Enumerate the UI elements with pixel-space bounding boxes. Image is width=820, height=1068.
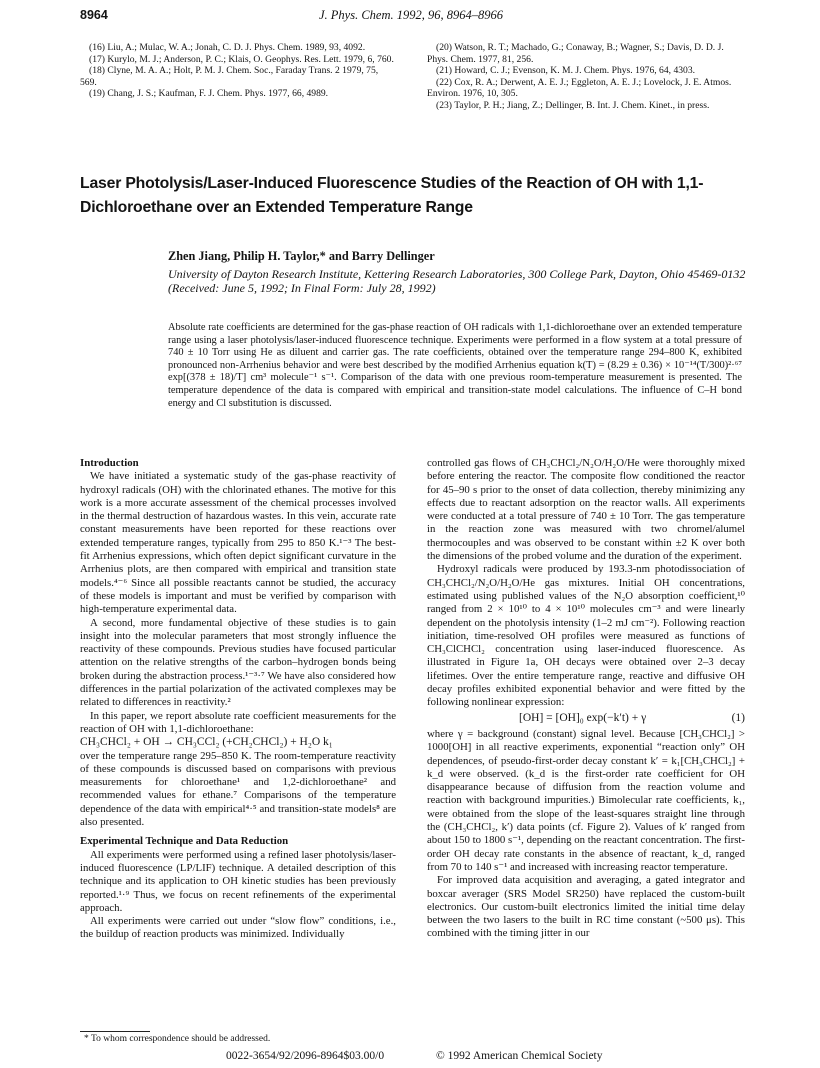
equation-body: [OH] = [OH]₀ exp(−k′t) + γ (519, 711, 647, 724)
running-head: J. Phys. Chem. 1992, 96, 8964–8966 (318, 8, 503, 22)
paragraph: over the temperature range 295–850 K. The room-temperature reactivity of these compounds is discussed based on comparisons with previous measurements for chloroethane¹ and 1,2-dichloroethane² and recommended values for ethane.⁷ Comparisons of the temperature dependence of the data with empirical⁴·⁵ and transition-state models⁸ are also presented. (80, 749, 396, 829)
references-right (427, 42, 743, 111)
paragraph: controlled gas flows of CH₃CHCl₂/N₂O/H₂O/He were thoroughly mixed before entering the reactor. The composite flow conditioned the reactor for 45–90 s prior to the onset of data collection, thereby minimizing any effects due to reactant adsorption on the reactor walls. All experiments were conducted at a total pressure of 740 ± 10 Torr. The gas temperature in the reaction zone was measured with two chromel/alumel thermocouples and was observed to be constant within ±2 K over both the dimensions of the probed volume and the duration of the experiment. (427, 457, 745, 563)
reference-item: (21) Howard, C. J.; Evenson, K. M. J. Chem. Phys. 1976, 64, 4303. (436, 65, 696, 76)
equation-1 (427, 712, 745, 725)
page-header (80, 8, 742, 26)
reference-item: (16) Liu, A.; Mulac, W. A.; Jonah, C. D. J. Phys. Chem. 1989, 93, 4092. (89, 42, 366, 53)
equation-number: (1) (731, 711, 745, 724)
footer-copyright: © 1992 American Chemical Society (436, 1050, 603, 1062)
affiliation: University of Dayton Research Institute, Kettering Research Laboratories, 300 College Park, Dayton, Ohio 45469-0132 (Received: June 5, 1992; In Final Form: July 28, 1992) (168, 267, 746, 295)
reference-item: (17) Kurylo, M. J.; Anderson, P. C.; Klais, O. Geophys. Res. Lett. 1979, 6, 760. (89, 53, 394, 65)
reference-item: (19) Chang, J. S.; Kaufman, F. J. Chem. Phys. 1977, 66, 4989. (89, 88, 329, 99)
left-column (80, 457, 396, 942)
paragraph: All experiments were carried out under “slow flow” conditions, i.e., the buildup of reaction products was minimized. Individually (80, 915, 396, 941)
paragraph: where γ = background (constant) signal level. Because [CH₃CHCl₂] > 1000[OH] in all reactive experiments, exponential “reaction only” OH dependences, of pseudo-first-order decay constant k′ = k₁[CH₃CHCl₂] + k_d were observed. (k_d is the first-order rate coefficient for OH disappearance because of diffusion from the reaction volume and reaction with background impurities.) Bimolecular rate coefficients, k₁, were obtained from the slope of the least-squares straight line through the (CH₃CHCl₂, k′) data points (cf. Figure 2). Values of k′ ranged from about 150 to 1800 s⁻¹, depending on the reactant concentration. The first-order OH decay rate constants in the absence of reactant, k_d, ranged from 70 to 140 s⁻¹ and increased with increasing reactor temperature. (427, 727, 745, 873)
footer-code: 0022-3654/92/2096-8964$03.00/0 (226, 1050, 385, 1062)
references-left (80, 42, 396, 100)
paragraph: In this paper, we report absolute rate coefficient measurements for the reaction of OH with 1,1-dichloroethane: (80, 709, 396, 735)
paragraph: Hydroxyl radicals were produced by 193.3-nm photodissociation of CH₃CHCl₂/N₂O/H₂O/He gas mixtures. Initial OH concentrations, estimated using published values of the N₂O absorption coefficient,¹⁰ ranged from 2 × 10¹⁰ to 4 × 10¹⁰ molecules cm⁻³ and were linearly dependent on the photolysis intensity (1–2 mJ cm⁻²). Following reaction initiation, time-resolved OH profiles were measured as functions of CH₃ClCHCl₂ concentration using laser-induced fluorescence. As illustrated in Figure 1a, OH decays were obtained over 2–3 decay lifetimes. Over the entire temperature range, reactive and diffusive OH decay profiles exhibited exponential behavior and were fitted by the following nonlinear expression: (427, 563, 745, 709)
section-heading-experimental: Experimental Technique and Data Reduction (80, 835, 289, 848)
paragraph: All experiments were performed using a refined laser photolysis/laser-induced fluorescence (LP/LIF) technique. A detailed description of this technique and its application to OH kinetic studies has been previously reported.¹·⁹ Thus, we focus on recent refinements of the experimental approach. (80, 848, 396, 914)
paragraph: For improved data acquisition and averaging, a gated integrator and boxcar averager (SRS Model SR250) have replaced the custom-built electronics. Our custom-built electronics limited the initial time delay between the two lasers to the built in RC time constant (~500 μs). This combined with the timing jitter in our (427, 874, 745, 940)
author-list: Zhen Jiang, Philip H. Taylor,* and Barry Dellinger (168, 249, 435, 263)
page-number: 8964 (80, 8, 108, 22)
reference-item: (23) Taylor, P. H.; Jiang, Z.; Dellinger, B. Int. J. Chem. Kinet., in press. (436, 99, 710, 111)
paragraph: A second, more fundamental objective of these studies is to gain insight into the molecular parameters that most strongly influence the reactivity of these compounds. Previous studies have focused particular attention on the relative strengths of the carbon–hydrogen bonds being broken during the abstraction process.¹⁻³·⁷ We have also considered how differences in the partial polarization of the activated complexes may be related to differences in reactivity.² (80, 616, 396, 709)
reaction-equation: CH₃CHCl₂ + OH → CH₃CCl₂ (+CH₂CHCl₂) + H₂O k₁ (80, 736, 333, 749)
reference-item: (20) Watson, R. T.; Machado, G.; Conaway, B.; Wagner, S.; Davis, D. D. J. Phys. Chem. 1977, 81, 256. (427, 42, 724, 65)
reference-item: (18) Clyne, M. A. A.; Holt, P. M. J. Chem. Soc., Faraday Trans. 2 1979, 75, 569. (80, 65, 379, 88)
footnote-divider (80, 1031, 150, 1032)
reference-item: (22) Cox, R. A.; Derwent, A. E. J.; Eggleton, A. E. J.; Lovelock, J. E. Atmos. Environ. 1976, 10, 305. (427, 76, 732, 99)
right-column (427, 457, 745, 941)
paper-title: Laser Photolysis/Laser-Induced Fluorescence Studies of the Reaction of OH with 1,1-Dichloroethane over an Extended Temperature Range (80, 175, 704, 216)
footnote: * To whom correspondence should be addressed. (84, 1034, 271, 1044)
abstract: Absolute rate coefficients are determined for the gas-phase reaction of OH radicals with 1,1-dichloroethane over an extended temperature range using a laser photolysis/laser-induced fluorescence technique. Experiments were performed in a flow system at a total pressure of 740 ± 10 Torr using He as diluent and carrier gas. The rate coefficients, obtained over the temperature range 294–800 K, exhibited pronounced non-Arrhenius behavior and were best described by the modified Arrhenius equation k(T) = (8.29 ± 0.36) × 10⁻¹⁴(T/300)²·⁶⁷ exp[(378 ± 18)/T] cm³ molecule⁻¹ s⁻¹. Comparison of the data with one previous room-temperature measurement is presented. The temperature dependence of the data is compared with empirical and transition-state model calculations. The influence of C–H bond energy and Cl substitution is discussed. (168, 322, 742, 409)
section-heading-introduction: Introduction (80, 457, 139, 469)
paragraph: We have initiated a systematic study of the gas-phase reactivity of hydroxyl radicals (OH) with the chlorinated ethanes. The motive for this work is a more accurate assessment of the chemical processes involved in the thermal destruction of hazardous wastes. In this vein, accurate rate constant measurements have been reported for these reactions over extended temperature ranges, typically from 295 to 850 K.¹⁻³ The best-fit Arrhenius expressions, which often depict significant curvature in the Arrhenius plots, are then compared with empirical and transition state models.⁴⁻⁶ Since all possible reactants cannot be studied, the accuracy of these models is important and must be verified by comparison with high-temperature experimental data. (80, 470, 396, 616)
